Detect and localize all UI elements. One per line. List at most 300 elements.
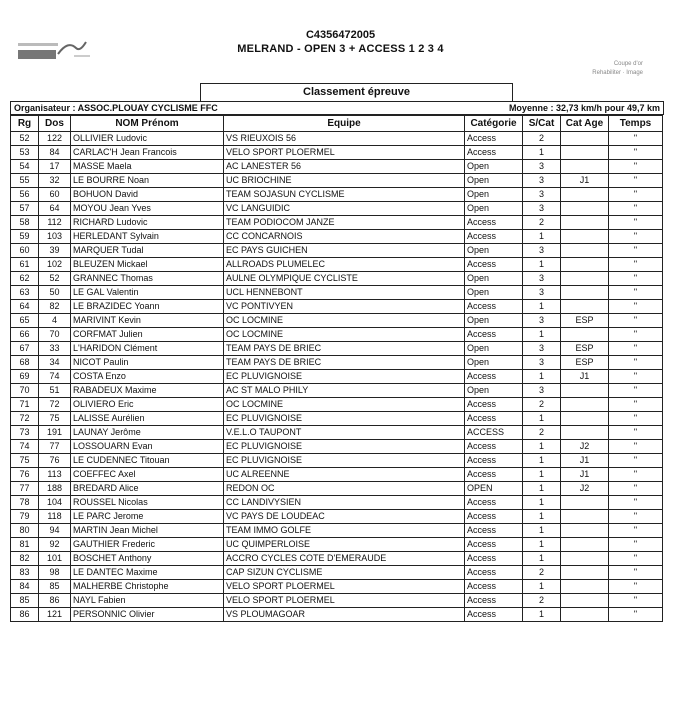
cell-subcategory: 1 xyxy=(523,510,561,524)
cell-subcategory: 2 xyxy=(523,216,561,230)
cell-subcategory: 1 xyxy=(523,580,561,594)
cell-time: " xyxy=(609,244,663,258)
cell-name: MARQUER Tudal xyxy=(71,244,224,258)
table-row xyxy=(11,342,663,356)
cell-category: Access xyxy=(465,412,523,426)
cell-bib: 52 xyxy=(39,272,71,286)
cell-rank: 74 xyxy=(11,440,39,454)
cell-rank: 63 xyxy=(11,286,39,300)
cell-bib: 102 xyxy=(39,258,71,272)
cell-name: PERSONNIC Olivier xyxy=(71,608,224,622)
cell-bib: 4 xyxy=(39,314,71,328)
table-row xyxy=(11,468,663,482)
cell-name: OLLIVIER Ludovic xyxy=(71,132,224,146)
cell-subcategory: 3 xyxy=(523,160,561,174)
col-header-catage: Cat Age xyxy=(561,116,609,132)
event-title: MELRAND - OPEN 3 + ACCESS 1 2 3 4 xyxy=(237,43,444,55)
cell-bib: 94 xyxy=(39,524,71,538)
cell-bib: 51 xyxy=(39,384,71,398)
cell-time: " xyxy=(609,370,663,384)
results-body xyxy=(11,132,663,622)
cell-name: COSTA Enzo xyxy=(71,370,224,384)
cell-name: L'HARIDON Clément xyxy=(71,342,224,356)
cell-team: AC LANESTER 56 xyxy=(224,160,465,174)
cell-name: LE BOURRE Noan xyxy=(71,174,224,188)
cell-category: Access xyxy=(465,468,523,482)
cell-rank: 72 xyxy=(11,412,39,426)
cell-subcategory: 3 xyxy=(523,202,561,216)
cell-subcategory: 1 xyxy=(523,146,561,160)
col-header-equipe: Equipe xyxy=(224,116,465,132)
cell-category: Access xyxy=(465,524,523,538)
cell-time: " xyxy=(609,426,663,440)
cell-rank: 60 xyxy=(11,244,39,258)
cell-name: GRANNEC Thomas xyxy=(71,272,224,286)
cell-subcategory: 3 xyxy=(523,356,561,370)
cell-name: LE GAL Valentin xyxy=(71,286,224,300)
cell-category: Access xyxy=(465,398,523,412)
corner-note-1: Coupe d'or xyxy=(613,61,643,67)
cell-category: ACCESS xyxy=(465,426,523,440)
cell-subcategory: 2 xyxy=(523,398,561,412)
table-row xyxy=(11,566,663,580)
cell-bib: 17 xyxy=(39,160,71,174)
cell-team: REDON OC xyxy=(224,482,465,496)
cell-rank: 75 xyxy=(11,454,39,468)
cell-rank: 66 xyxy=(11,328,39,342)
cell-name: COEFFEC Axel xyxy=(71,468,224,482)
cell-subcategory: 1 xyxy=(523,370,561,384)
table-row xyxy=(11,356,663,370)
cell-age-category xyxy=(561,272,609,286)
cell-team: ACCRO CYCLES COTE D'EMERAUDE xyxy=(224,552,465,566)
cell-time: " xyxy=(609,482,663,496)
cell-bib: 34 xyxy=(39,356,71,370)
table-row xyxy=(11,538,663,552)
cell-time: " xyxy=(609,608,663,622)
cell-rank: 70 xyxy=(11,384,39,398)
table-row xyxy=(11,384,663,398)
cell-bib: 103 xyxy=(39,230,71,244)
table-row xyxy=(11,524,663,538)
cell-category: Access xyxy=(465,132,523,146)
cell-team: VELO SPORT PLOERMEL xyxy=(224,594,465,608)
cell-rank: 57 xyxy=(11,202,39,216)
cell-bib: 113 xyxy=(39,468,71,482)
cell-age-category: J1 xyxy=(561,468,609,482)
table-row xyxy=(11,482,663,496)
cell-category: Open xyxy=(465,356,523,370)
cell-time: " xyxy=(609,258,663,272)
cell-category: OPEN xyxy=(465,482,523,496)
cell-age-category xyxy=(561,496,609,510)
cell-rank: 78 xyxy=(11,496,39,510)
cell-bib: 121 xyxy=(39,608,71,622)
cell-team: EC PLUVIGNOISE xyxy=(224,454,465,468)
table-row xyxy=(11,258,663,272)
corner-note xyxy=(592,60,643,78)
table-row xyxy=(11,426,663,440)
cell-name: NAYL Fabien xyxy=(71,594,224,608)
table-row xyxy=(11,510,663,524)
cell-subcategory: 1 xyxy=(523,608,561,622)
cell-time: " xyxy=(609,510,663,524)
cell-name: LOSSOUARN Evan xyxy=(71,440,224,454)
cell-category: Access xyxy=(465,300,523,314)
cell-rank: 52 xyxy=(11,132,39,146)
cell-team: CAP SIZUN CYCLISME xyxy=(224,566,465,580)
cell-time: " xyxy=(609,454,663,468)
cell-rank: 64 xyxy=(11,300,39,314)
cell-rank: 69 xyxy=(11,370,39,384)
cell-team: TEAM IMMO GOLFE xyxy=(224,524,465,538)
table-row xyxy=(11,174,663,188)
cell-subcategory: 3 xyxy=(523,342,561,356)
cell-name: BOSCHET Anthony xyxy=(71,552,224,566)
cell-team: EC PLUVIGNOISE xyxy=(224,440,465,454)
table-row xyxy=(11,202,663,216)
cell-team: UC QUIMPERLOISE xyxy=(224,538,465,552)
cell-team: VS PLOUMAGOAR xyxy=(224,608,465,622)
cell-category: Open xyxy=(465,272,523,286)
cell-category: Access xyxy=(465,566,523,580)
cell-age-category xyxy=(561,286,609,300)
cell-subcategory: 3 xyxy=(523,188,561,202)
cell-team: EC PLUVIGNOISE xyxy=(224,412,465,426)
table-row xyxy=(11,230,663,244)
cell-bib: 75 xyxy=(39,412,71,426)
cell-category: Access xyxy=(465,216,523,230)
table-row xyxy=(11,398,663,412)
cell-age-category: J1 xyxy=(561,370,609,384)
cell-bib: 50 xyxy=(39,286,71,300)
event-code: C4356472005 xyxy=(305,29,376,41)
cell-bib: 86 xyxy=(39,594,71,608)
organizer-line xyxy=(10,101,664,115)
cell-age-category xyxy=(561,524,609,538)
cell-category: Access xyxy=(465,580,523,594)
table-row xyxy=(11,132,663,146)
cell-age-category xyxy=(561,412,609,426)
cell-age-category: J2 xyxy=(561,440,609,454)
cell-name: CARLAC'H Jean Francois xyxy=(71,146,224,160)
cell-category: Access xyxy=(465,496,523,510)
cell-name: OLIVIERO Eric xyxy=(71,398,224,412)
cell-team: VS RIEUXOIS 56 xyxy=(224,132,465,146)
col-header-rg: Rg xyxy=(11,116,39,132)
cell-name: BLEUZEN Mickael xyxy=(71,258,224,272)
cell-bib: 70 xyxy=(39,328,71,342)
page-title: Classement épreuve xyxy=(200,83,513,102)
cell-subcategory: 1 xyxy=(523,482,561,496)
cell-age-category xyxy=(561,552,609,566)
cell-category: Access xyxy=(465,594,523,608)
table-row xyxy=(11,300,663,314)
cell-rank: 58 xyxy=(11,216,39,230)
cell-rank: 81 xyxy=(11,538,39,552)
cell-time: " xyxy=(609,286,663,300)
cell-category: Open xyxy=(465,188,523,202)
cell-category: Access xyxy=(465,230,523,244)
cell-age-category: J2 xyxy=(561,482,609,496)
cell-category: Open xyxy=(465,286,523,300)
table-row xyxy=(11,454,663,468)
col-header-scat: S/Cat xyxy=(523,116,561,132)
table-row xyxy=(11,608,663,622)
cell-name: BOHUON David xyxy=(71,188,224,202)
cell-team: TEAM PAYS DE BRIEC xyxy=(224,342,465,356)
cell-age-category xyxy=(561,328,609,342)
table-row xyxy=(11,160,663,174)
cell-name: MARTIN Jean Michel xyxy=(71,524,224,538)
cell-subcategory: 3 xyxy=(523,384,561,398)
cell-bib: 118 xyxy=(39,510,71,524)
cell-age-category xyxy=(561,398,609,412)
cell-subcategory: 1 xyxy=(523,454,561,468)
cell-team: AULNE OLYMPIQUE CYCLISTE xyxy=(224,272,465,286)
cell-team: TEAM SOJASUN CYCLISME xyxy=(224,188,465,202)
cell-bib: 76 xyxy=(39,454,71,468)
cell-name: LALISSE Aurélien xyxy=(71,412,224,426)
cell-rank: 73 xyxy=(11,426,39,440)
cell-team: VC PAYS DE LOUDEAC xyxy=(224,510,465,524)
cell-rank: 61 xyxy=(11,258,39,272)
cell-category: Open xyxy=(465,160,523,174)
cell-bib: 188 xyxy=(39,482,71,496)
cell-time: " xyxy=(609,272,663,286)
cell-age-category xyxy=(561,188,609,202)
cell-rank: 82 xyxy=(11,552,39,566)
cell-bib: 82 xyxy=(39,300,71,314)
cell-team: OC LOCMINE xyxy=(224,314,465,328)
cell-subcategory: 1 xyxy=(523,468,561,482)
cell-rank: 79 xyxy=(11,510,39,524)
cell-name: NICOT Paulin xyxy=(71,356,224,370)
results-table xyxy=(10,115,663,622)
cell-subcategory: 1 xyxy=(523,328,561,342)
cell-category: Access xyxy=(465,146,523,160)
cell-time: " xyxy=(609,580,663,594)
cell-name: LE DANTEC Maxime xyxy=(71,566,224,580)
cell-team: TEAM PAYS DE BRIEC xyxy=(224,356,465,370)
organizer: Organisateur : ASSOC.PLOUAY CYCLISME FFC xyxy=(14,103,218,113)
cell-rank: 67 xyxy=(11,342,39,356)
cell-time: " xyxy=(609,496,663,510)
col-header-nom: NOM Prénom xyxy=(71,116,224,132)
table-row xyxy=(11,244,663,258)
cell-rank: 56 xyxy=(11,188,39,202)
cell-age-category: J1 xyxy=(561,174,609,188)
cell-time: " xyxy=(609,230,663,244)
cell-subcategory: 3 xyxy=(523,314,561,328)
cell-bib: 39 xyxy=(39,244,71,258)
cell-age-category xyxy=(561,160,609,174)
cell-rank: 76 xyxy=(11,468,39,482)
cell-bib: 60 xyxy=(39,188,71,202)
cell-category: Access xyxy=(465,510,523,524)
table-row xyxy=(11,412,663,426)
cell-time: " xyxy=(609,440,663,454)
cell-time: " xyxy=(609,174,663,188)
col-header-dos: Dos xyxy=(39,116,71,132)
cell-team: CC LANDIVYSIEN xyxy=(224,496,465,510)
cell-subcategory: 2 xyxy=(523,426,561,440)
cell-subcategory: 1 xyxy=(523,440,561,454)
cell-rank: 80 xyxy=(11,524,39,538)
cell-rank: 54 xyxy=(11,160,39,174)
cell-name: RABADEUX Maxime xyxy=(71,384,224,398)
cell-subcategory: 1 xyxy=(523,230,561,244)
cell-time: " xyxy=(609,594,663,608)
cell-bib: 32 xyxy=(39,174,71,188)
cell-team: CC CONCARNOIS xyxy=(224,230,465,244)
cell-bib: 122 xyxy=(39,132,71,146)
cell-age-category xyxy=(561,510,609,524)
cell-category: Open xyxy=(465,202,523,216)
cell-name: GAUTHIER Frederic xyxy=(71,538,224,552)
cell-category: Open xyxy=(465,342,523,356)
table-row xyxy=(11,594,663,608)
cell-age-category xyxy=(561,300,609,314)
cell-rank: 65 xyxy=(11,314,39,328)
cell-team: V.E.L.O TAUPONT xyxy=(224,426,465,440)
cell-age-category xyxy=(561,608,609,622)
cell-team: UC ALREENNE xyxy=(224,468,465,482)
table-row xyxy=(11,580,663,594)
cell-category: Access xyxy=(465,328,523,342)
cell-team: EC PAYS GUICHEN xyxy=(224,244,465,258)
cell-age-category xyxy=(561,426,609,440)
cell-team: UCL HENNEBONT xyxy=(224,286,465,300)
cell-name: ROUSSEL Nicolas xyxy=(71,496,224,510)
cell-team: OC LOCMINE xyxy=(224,328,465,342)
cell-category: Access xyxy=(465,258,523,272)
cell-team: VELO SPORT PLOERMEL xyxy=(224,580,465,594)
cell-age-category xyxy=(561,566,609,580)
cell-category: Open xyxy=(465,174,523,188)
cell-subcategory: 2 xyxy=(523,566,561,580)
cell-name: MASSE Maela xyxy=(71,160,224,174)
cell-bib: 64 xyxy=(39,202,71,216)
cell-category: Access xyxy=(465,440,523,454)
cell-name: LAUNAY Jerôme xyxy=(71,426,224,440)
cell-name: HERLEDANT Sylvain xyxy=(71,230,224,244)
cell-bib: 33 xyxy=(39,342,71,356)
cell-subcategory: 1 xyxy=(523,300,561,314)
cell-time: " xyxy=(609,356,663,370)
col-header-categorie: Catégorie xyxy=(465,116,523,132)
cell-subcategory: 3 xyxy=(523,286,561,300)
cell-age-category xyxy=(561,132,609,146)
corner-note-2: Rehabiliter · Image xyxy=(592,70,643,76)
cell-bib: 84 xyxy=(39,146,71,160)
cell-rank: 86 xyxy=(11,608,39,622)
cell-rank: 83 xyxy=(11,566,39,580)
cell-time: " xyxy=(609,132,663,146)
cell-rank: 71 xyxy=(11,398,39,412)
cell-category: Access xyxy=(465,370,523,384)
cell-age-category xyxy=(561,146,609,160)
table-row xyxy=(11,314,663,328)
cell-time: " xyxy=(609,412,663,426)
cell-subcategory: 3 xyxy=(523,174,561,188)
cell-time: " xyxy=(609,328,663,342)
cell-subcategory: 2 xyxy=(523,132,561,146)
cell-subcategory: 1 xyxy=(523,524,561,538)
cell-time: " xyxy=(609,146,663,160)
table-row xyxy=(11,286,663,300)
cell-age-category xyxy=(561,384,609,398)
cell-age-category xyxy=(561,216,609,230)
cell-bib: 98 xyxy=(39,566,71,580)
cell-team: UC BRIOCHINE xyxy=(224,174,465,188)
cell-subcategory: 3 xyxy=(523,272,561,286)
cell-age-category xyxy=(561,230,609,244)
cell-age-category xyxy=(561,538,609,552)
cell-bib: 77 xyxy=(39,440,71,454)
table-header-row xyxy=(11,116,663,132)
cell-name: CORFMAT Julien xyxy=(71,328,224,342)
table-row xyxy=(11,328,663,342)
cell-bib: 101 xyxy=(39,552,71,566)
cell-rank: 85 xyxy=(11,594,39,608)
cell-rank: 62 xyxy=(11,272,39,286)
cell-category: Access xyxy=(465,608,523,622)
cell-name: RICHARD Ludovic xyxy=(71,216,224,230)
cell-bib: 74 xyxy=(39,370,71,384)
cell-time: " xyxy=(609,468,663,482)
cell-time: " xyxy=(609,188,663,202)
cell-name: MARIVINT Kevin xyxy=(71,314,224,328)
cell-time: " xyxy=(609,314,663,328)
cell-time: " xyxy=(609,566,663,580)
cell-time: " xyxy=(609,160,663,174)
table-row xyxy=(11,370,663,384)
cell-time: " xyxy=(609,202,663,216)
cell-time: " xyxy=(609,342,663,356)
cell-bib: 85 xyxy=(39,580,71,594)
cell-age-category: ESP xyxy=(561,314,609,328)
cell-age-category xyxy=(561,202,609,216)
cell-subcategory: 3 xyxy=(523,244,561,258)
average-speed: Moyenne : 32,73 km/h pour 49,7 km xyxy=(508,103,660,113)
cell-category: Access xyxy=(465,454,523,468)
cell-subcategory: 1 xyxy=(523,496,561,510)
cell-time: " xyxy=(609,384,663,398)
table-row xyxy=(11,272,663,286)
cell-time: " xyxy=(609,398,663,412)
cell-team: VELO SPORT PLOERMEL xyxy=(224,146,465,160)
cell-bib: 72 xyxy=(39,398,71,412)
cell-age-category xyxy=(561,594,609,608)
cell-bib: 191 xyxy=(39,426,71,440)
cell-time: " xyxy=(609,300,663,314)
cell-name: BREDARD Alice xyxy=(71,482,224,496)
cell-category: Access xyxy=(465,552,523,566)
cell-subcategory: 2 xyxy=(523,594,561,608)
cell-rank: 84 xyxy=(11,580,39,594)
cell-team: AC ST MALO PHILY xyxy=(224,384,465,398)
cell-age-category xyxy=(561,580,609,594)
cell-rank: 53 xyxy=(11,146,39,160)
cell-subcategory: 1 xyxy=(523,552,561,566)
table-row xyxy=(11,188,663,202)
cell-category: Access xyxy=(465,538,523,552)
cell-name: LE PARC Jerome xyxy=(71,510,224,524)
cell-rank: 68 xyxy=(11,356,39,370)
cell-time: " xyxy=(609,216,663,230)
cell-rank: 59 xyxy=(11,230,39,244)
